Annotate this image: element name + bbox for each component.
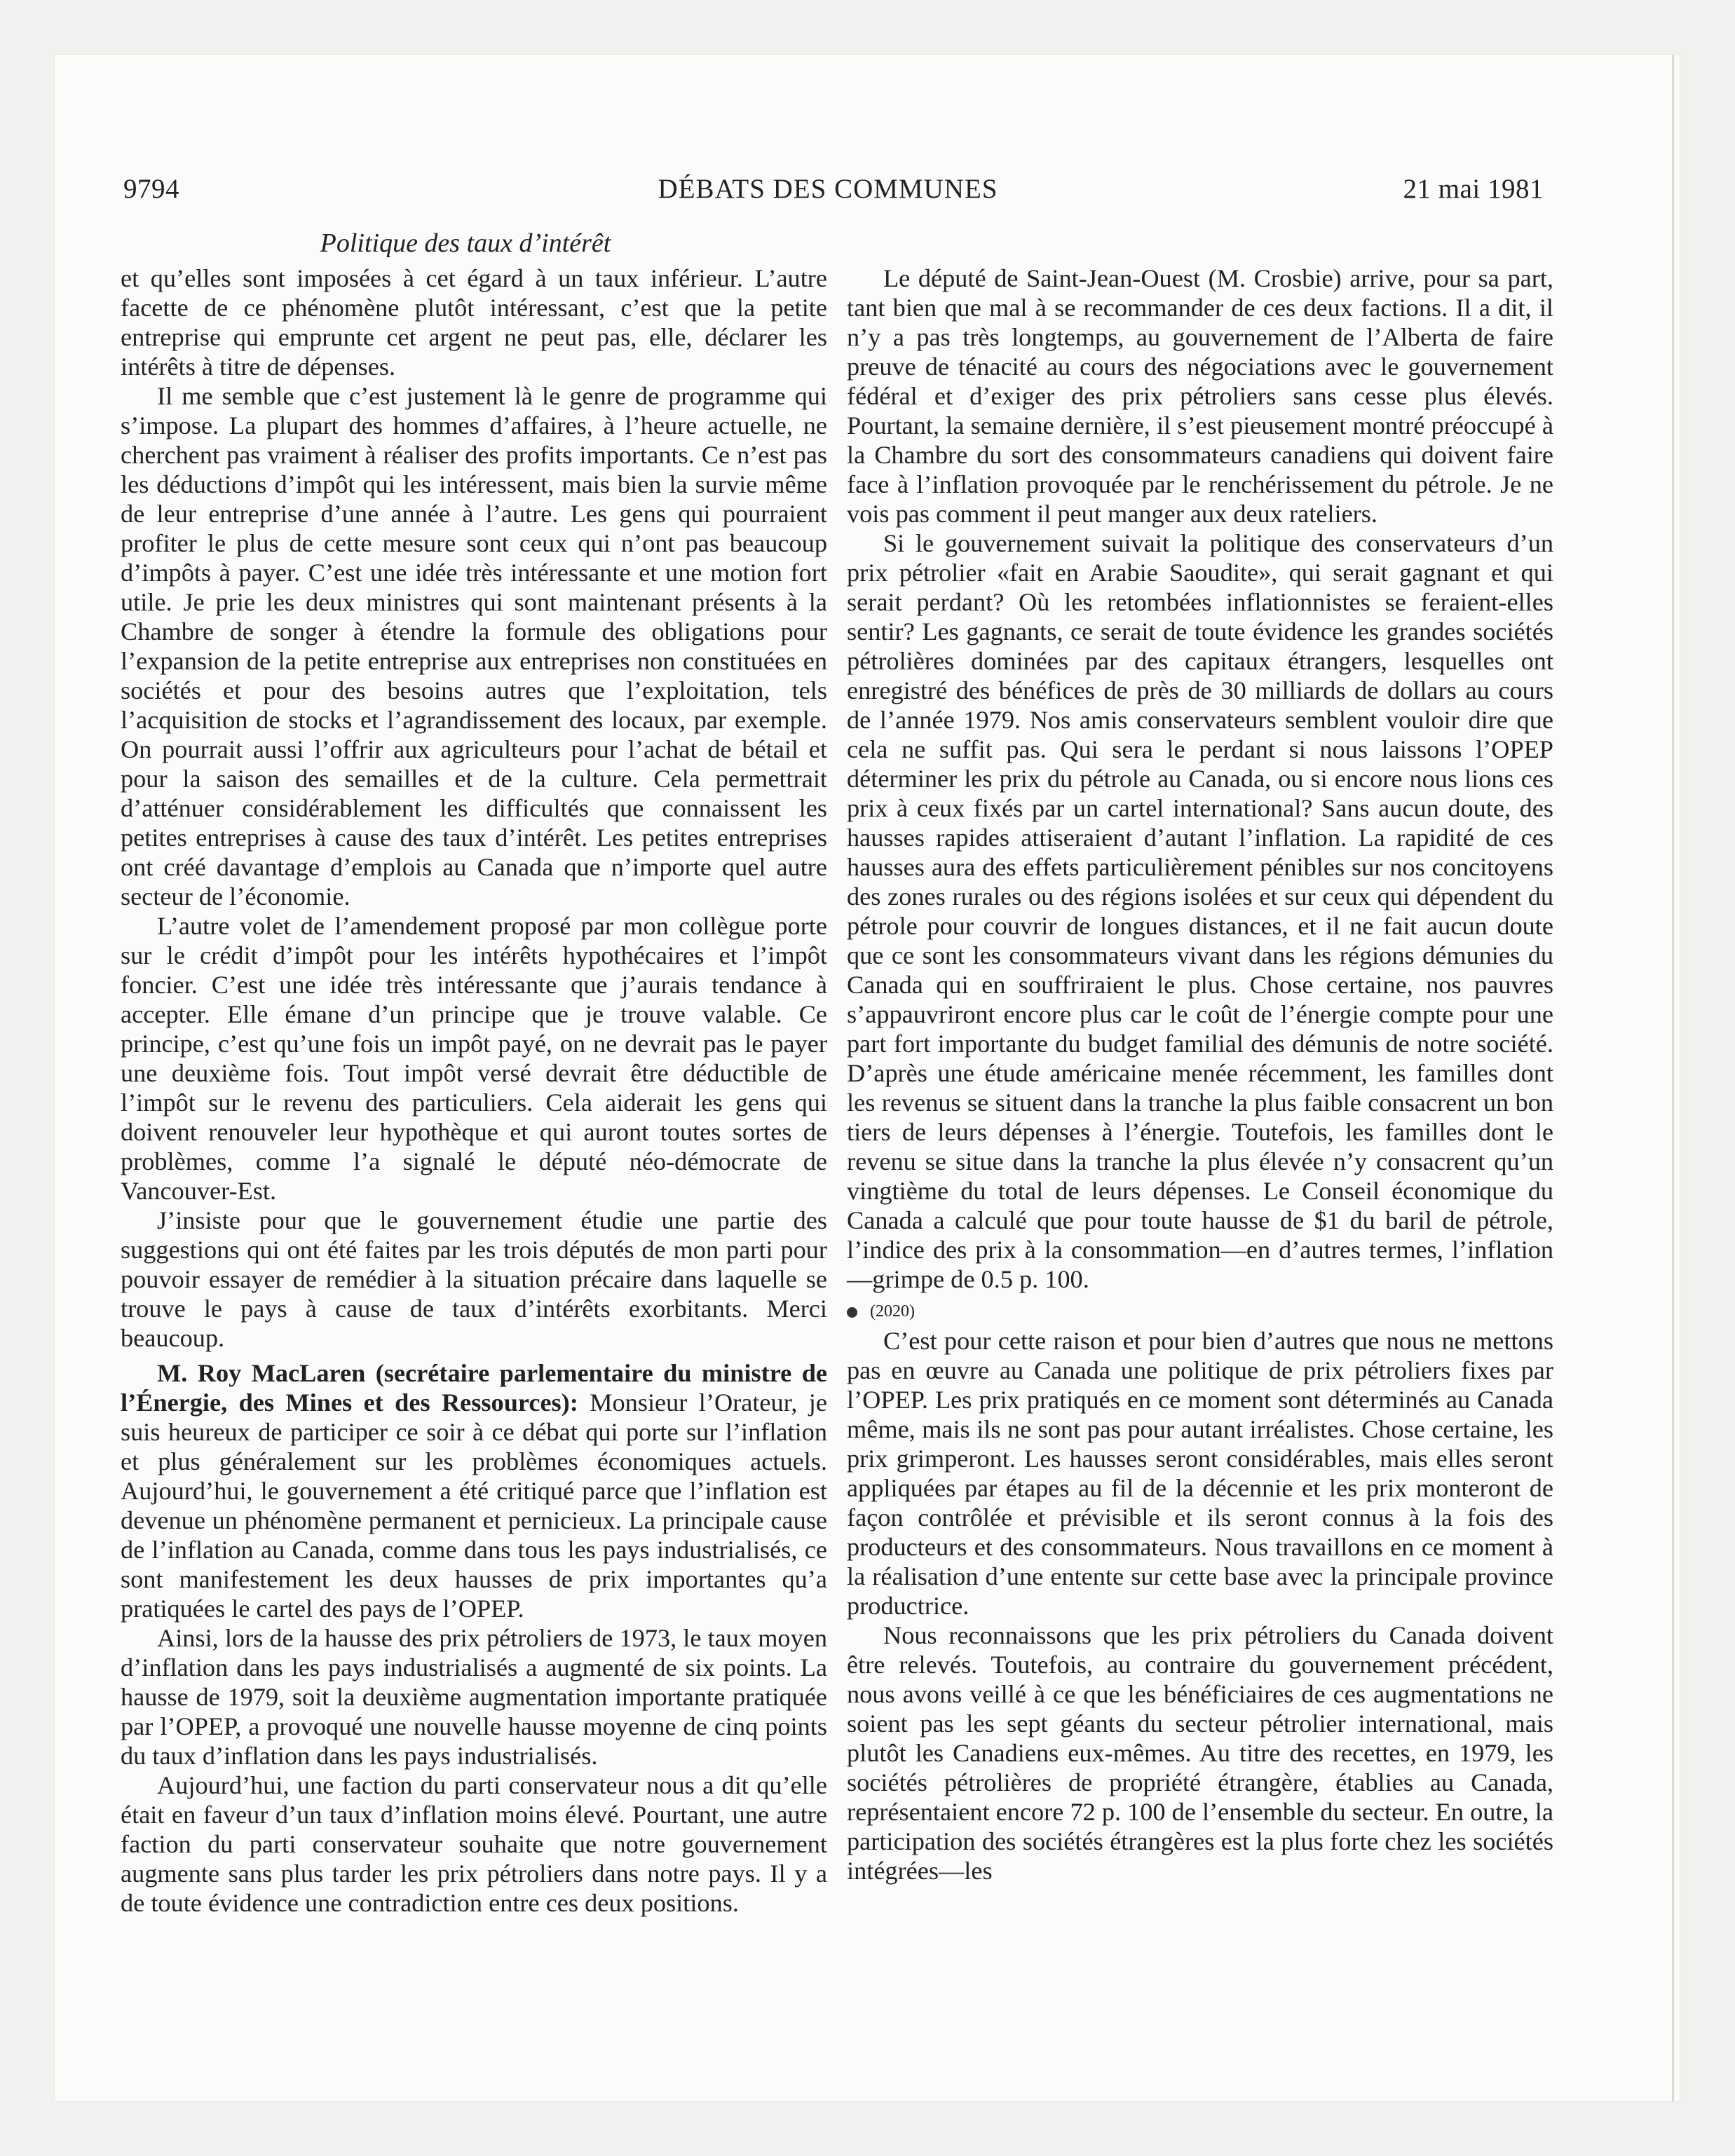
time-marker: [847, 1297, 1553, 1326]
paragraph: Il me semble que c’est justement là le genre de programme qui s’impose. La plupart des hommes d’affaires, à l’heure actuelle, ne cherchent pas vraiment à réaliser des profits importants. Ce n’est pas les déductions d’impôt qui les intéressent, mais bien la survie même de leur entreprise d’une année à l’autre. Les gens qui pourraient profiter le plus de cette mesure sont ceux qui n’ont pas beaucoup d’impôts à payer. C’est une idée très intéressante et une motion fort utile. Je prie les deux ministres qui sont maintenant présents à la Chambre de songer à étendre la formule des obligations pour l’expansion de la petite entreprise aux entreprises non constituées en sociétés et pour des besoins autres que l’exploitation, tels l’acquisition de stocks et l’agrandissement des locaux, par exemple. On pourrait aussi l’offrir aux agriculteurs pour l’achat de bétail et pour la saison des semailles et de la culture. Cela permettrait d’atténuer considérablement les difficultés que connaissent les petites entreprises à cause des taux d’intérêt. Les petites entreprises ont créé davantage d’emplois au Canada que n’importe quel autre secteur de l’économie.: [121, 382, 827, 910]
speaker-paragraph: [121, 1358, 827, 1623]
paragraph: Ainsi, lors de la hausse des prix pétroliers de 1973, le taux moyen d’inflation dans les pays industrialisés a augmenté de six points. La hausse de 1979, soit la deuxième augmentation importante pratiquée par l’OPEP, a provoqué une nouvelle hausse moyenne de cinq points du taux d’inflation dans les pays industrialisés.: [121, 1624, 827, 1770]
section-subhead: Politique des taux d’intérêt: [320, 228, 611, 258]
time-marker-text: (2020): [870, 1302, 915, 1321]
paragraph: Aujourd’hui, une faction du parti conservateur nous a dit qu’elle était en faveur d’un taux d’inflation moins élevé. Pourtant, une autre faction du parti conservateur souhaite que notre gouvernement augmente sans plus tarder les prix pétroliers dans notre pays. Il y a de toute évidence une contradiction entre ces deux positions.: [121, 1771, 827, 1917]
paragraph: L’autre volet de l’amendement proposé par mon collègue porte sur le crédit d’impôt pour les intérêts hypothécaires et l’impôt foncier. C’est une idée très intéressante que j’aurais tendance à accepter. Elle émane d’un principe que je trouve valable. Ce principe, c’est qu’une fois un impôt payé, on ne devrait pas le payer une deuxième fois. Tout impôt versé devrait être déductible de l’impôt sur le revenu des particuliers. Cela aiderait les gens qui doivent renouveler leur hypothèque et qui auront toutes sortes de problèmes, comme l’a signalé le député néo-démocrate de Vancouver-Est.: [121, 912, 827, 1205]
left-column: [121, 264, 827, 1918]
right-column: [847, 264, 1553, 1885]
bullet-icon: [847, 1307, 857, 1318]
speaker-text: Monsieur l’Orateur, je suis heureux de participer ce soir à ce débat qui porte sur l’inflation et plus généralement sur les problèmes économiques actuels. Aujourd’hui, le gouvernement a été critiqué parce que l’inflation est devenue un phénomène permanent et pernicieux. La principale cause de l’inflation au Canada, comme dans tous les pays industrialisés, ce sont manifestement les deux hausses de prix importantes qu’a pratiquées le cartel des pays de l’OPEP.: [121, 1389, 827, 1623]
scan-edge: [1672, 55, 1674, 2101]
page-date: 21 mai 1981: [1403, 174, 1544, 204]
paragraph: Si le gouvernement suivait la politique des conservateurs d’un prix pétrolier «fait en Arabie Saoudite», qui serait gagnant et qui serait perdant? Où les retombées inflationnistes se feraient-elles sentir? Les gagnants, ce serait de toute évidence les grandes sociétés pétrolières dominées par des capitaux étrangers, lesquelles ont enregistré des bénéfices de près de 30 milliards de dollars au cours de l’année 1979. Nos amis conservateurs semblent vouloir dire que cela ne suffit pas. Qui sera le perdant si nous laissons l’OPEP déterminer les prix du pétrole au Canada, ou si encore nous lions ces prix à ceux fixés par un cartel international? Sans aucun doute, des hausses rapides attiseraient d’autant l’inflation. La rapidité de ces hausses aura des effets particulièrement pénibles sur nos concitoyens des zones rurales ou des régions isolées et sur ceux qui dépendent du pétrole pour couvrir de longues distances, et il ne fait aucun doute que ce sont les consommateurs vivant dans les régions démunies du Canada qui en souffriraient le plus. Chose certaine, nos pauvres s’appauvriront encore plus car le coût de l’énergie compte pour une part fort importante du budget familial des démunis de notre société. D’après une étude américaine menée récemment, les familles dont les revenus se situent dans la tranche la plus faible consacrent un bon tiers de leurs dépenses à l’énergie. Toutefois, les familles dont le revenu se situe dans la tranche la plus élevée n’y consacrent qu’un vingtième du total de leurs dépenses. Le Conseil économique du Canada a calculé que pour toute hausse de $1 du baril de pétrole, l’indice des prix à la consommation—en d’autres termes, l’inflation—grimpe de 0.5 p. 100.: [847, 529, 1553, 1293]
paragraph: et qu’elles sont imposées à cet égard à un taux inférieur. L’autre facette de ce phénomène plutôt intéressant, c’est que la petite entreprise qui emprunte cet argent ne peut pas, elle, déclarer les intérêts à titre de dépenses.: [121, 264, 827, 381]
paragraph: J’insiste pour que le gouvernement étudie une partie des suggestions qui ont été faites par les trois députés de mon parti pour pouvoir essayer de remédier à la situation précaire dans laquelle se trouve le pays à cause de taux d’intérêts exorbitants. Merci beaucoup.: [121, 1206, 827, 1352]
paragraph: Nous reconnaissons que les prix pétroliers du Canada doivent être relevés. Toutefois, au contraire du gouvernement précédent, nous avons veillé à ce que les bénéficiaires de ces augmentations ne soient pas les sept géants du secteur pétrolier international, mais plutôt les Canadiens eux-mêmes. Au titre des recettes, en 1979, les sociétés pétrolières de propriété étrangère, établies au Canada, représentaient encore 72 p. 100 de l’ensemble du secteur. En outre, la participation des sociétés étrangères est la plus forte chez les sociétés intégrées—les: [847, 1621, 1553, 1885]
paragraph: Le député de Saint-Jean-Ouest (M. Crosbie) arrive, pour sa part, tant bien que mal à se recommander de ces deux factions. Il a dit, il n’y a pas très longtemps, au gouvernement de l’Alberta de faire preuve de ténacité au cours des négociations avec le gouvernement fédéral et d’exiger des prix pétroliers sans cesse plus élevés. Pourtant, la semaine dernière, il s’est pieusement montré préoccupé à la Chambre du sort des consommateurs canadiens qui doivent faire face à l’inflation provoquée par le renchérissement du pétrole. Je ne vois pas comment il peut manger aux deux rateliers.: [847, 264, 1553, 528]
paragraph: C’est pour cette raison et pour bien d’autres que nous ne mettons pas en œuvre au Canada une politique de prix pétroliers fixes par l’OPEP. Les prix pratiqués en ce moment sont déterminés au Canada même, mais ils ne sont pas pour autant irréalistes. Chose certaine, les prix grimperont. Les hausses seront considérables, mais elles seront appliquées par étapes au fil de la décennie et les prix monteront de façon contrôlée et prévisible et ils seront connus à la fois des producteurs et des consommateurs. Nous travaillons en ce moment à la réalisation d’une entente sur cette base avec la principale province productrice.: [847, 1327, 1553, 1620]
speaker-name: M. Roy MacLaren (secrétaire parlementaire du ministre de l’Énergie, des Mines et des Ressources):: [121, 1359, 827, 1417]
page-number: 9794: [123, 174, 179, 204]
journal-title: DÉBATS DES COMMUNES: [658, 174, 998, 204]
page-header: [112, 168, 1544, 210]
